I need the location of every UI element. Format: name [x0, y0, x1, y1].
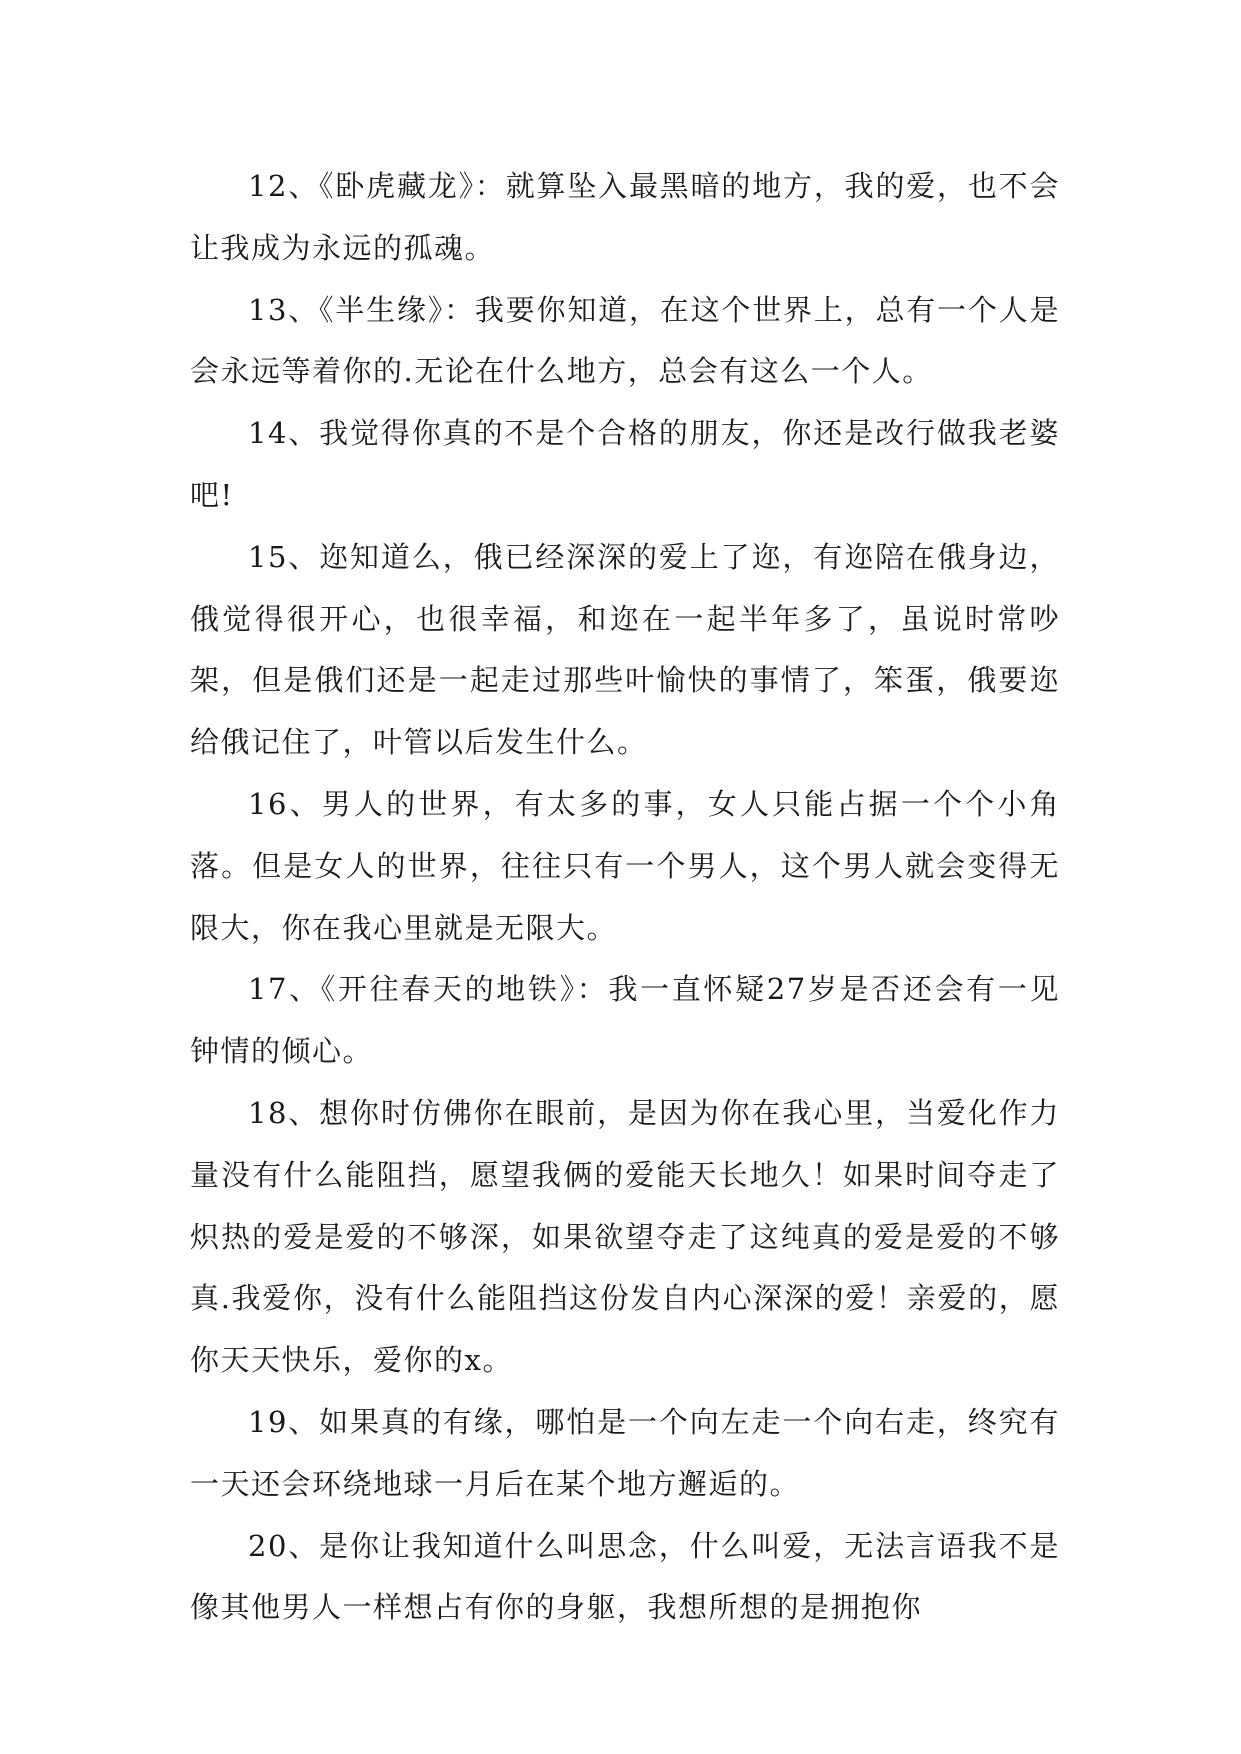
paragraph-17: 17、《开往春天的地铁》：我一直怀疑27岁是否还会有一见钟情的倾心。 [190, 972, 1060, 1069]
paragraph-12: 12、《卧虎藏龙》：就算坠入最黑暗的地方，我的爱，也不会让我成为永远的孤魂。 [190, 169, 1060, 265]
paragraph-15: 15、迩知道么，俄已经深深的爱上了迩，有迩陪在俄身边，俄觉得很开心，也很幸福，和迩在一起半年多了，虽说时常吵架，但是俄们还是一起走过那些叶愉快的事情了，笨蛋，俄要迩给俄记住了，叶管以后发生什么。 [190, 539, 1060, 760]
paragraph-20: 20、是你让我知道什么叫思念，什么叫爱，无法言语我不是像其他男人一样想占有你的身躯，我想所想的是拥抱你 [190, 1528, 1060, 1625]
paragraph-13: 13、《半生缘》：我要你知道，在这个世界上，总有一个人是会永远等着你的.无论在什么地方，总会有这么一个人。 [190, 292, 1060, 389]
paragraph-16: 16、男人的世界，有太多的事，女人只能占据一个个小角落。但是女人的世界，往往只有一个男人，这个男人就会变得无限大，你在我心里就是无限大。 [190, 786, 1060, 945]
paragraph-14: 14、我觉得你真的不是个合格的朋友，你还是改行做我老婆吧! [190, 416, 1060, 512]
paragraph-19: 19、如果真的有缘，哪怕是一个向左走一个向右走，终究有一天还会环绕地球一月后在某个地方邂逅的。 [190, 1404, 1060, 1501]
paragraph-18: 18、想你时仿佛你在眼前，是因为你在我心里，当爱化作力量没有什么能阻挡，愿望我俩的爱能天长地久！如果时间夺走了炽热的爱是爱的不够深，如果欲望夺走了这纯真的爱是爱的不够真.我爱你，没有什么能阻挡这份发自内心深深的爱！亲爱的，愿你天天快乐，爱你的x。 [190, 1095, 1060, 1378]
document-body [190, 156, 1060, 1639]
